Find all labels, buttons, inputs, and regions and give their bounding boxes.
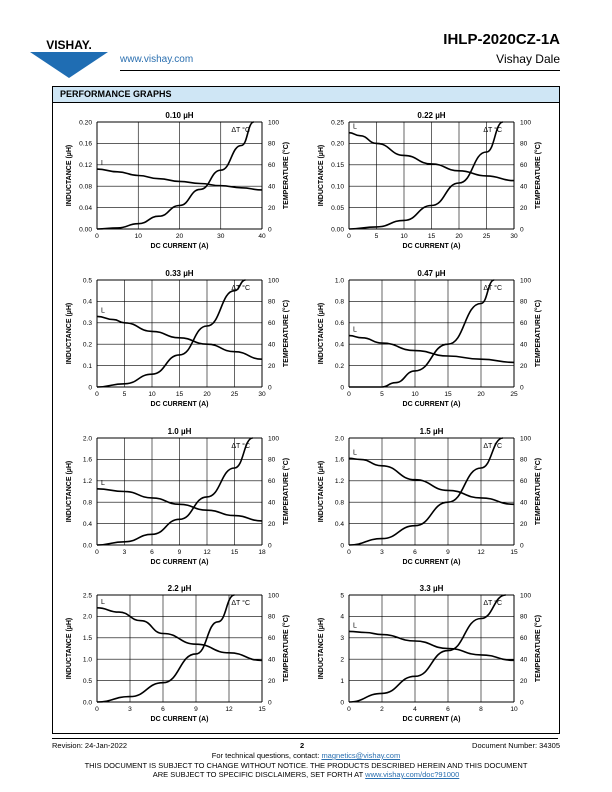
x-tick-label: 3	[128, 706, 132, 713]
inductance-series-label: L	[353, 622, 357, 630]
y2-axis-label: TEMPERATURE (°C)	[535, 141, 542, 210]
temperature-curve	[349, 595, 506, 702]
inductance-series-label: L	[353, 123, 357, 131]
disclaimer-line-1: THIS DOCUMENT IS SUBJECT TO CHANGE WITHOUT NOTICE. THE PRODUCTS DESCRIBED HEREIN AND THIS DOCUMENT	[84, 761, 528, 770]
x-tick-label: 15	[510, 549, 518, 556]
chart-5	[66, 427, 290, 566]
y-tick-label: 0.16	[79, 140, 92, 148]
y2-tick-label: 40	[520, 183, 528, 191]
y-tick-label: 2.0	[82, 435, 92, 443]
y-tick-label: 0.8	[334, 298, 344, 306]
y-tick-label: 1.6	[334, 456, 344, 464]
x-tick-label: 0	[95, 391, 99, 398]
y-tick-label: 0.20	[79, 119, 92, 127]
x-axis-label: DC CURRENT (A)	[402, 716, 461, 723]
y2-tick-label: 60	[268, 320, 276, 328]
inductance-curve	[349, 631, 514, 660]
page-number: 2	[300, 741, 305, 750]
y2-tick-label: 0	[520, 542, 524, 550]
y-tick-label: 0.2	[334, 362, 344, 370]
disclaimer-link[interactable]: www.vishay.com/doc?91000	[365, 770, 460, 779]
y-tick-label: 0.2	[82, 341, 92, 349]
y2-axis-label: TEMPERATURE (°C)	[535, 457, 542, 526]
y-tick-label: 3	[340, 635, 344, 643]
chart-title: 0.47 µH	[417, 269, 446, 278]
y-tick-label: 1.0	[334, 277, 344, 285]
y-tick-label: 0.00	[79, 226, 92, 234]
y-tick-label: 1.2	[334, 478, 344, 486]
y2-tick-label: 20	[520, 677, 528, 685]
x-tick-label: 15	[427, 233, 436, 240]
y2-tick-label: 100	[268, 277, 280, 285]
x-tick-label: 5	[122, 391, 127, 398]
y-tick-label: 0.00	[331, 226, 344, 234]
x-tick-label: 0	[347, 391, 351, 398]
y-axis-label: INDUCTANCE (µH)	[66, 144, 73, 207]
inductance-curve	[349, 458, 514, 504]
x-axis-label: DC CURRENT (A)	[402, 401, 461, 408]
y2-tick-label: 60	[520, 162, 528, 170]
chart-title: 3.3 µH	[419, 584, 444, 593]
y-tick-label: 0	[88, 384, 92, 392]
contact-line	[0, 751, 612, 760]
y-tick-label: 0.04	[79, 204, 92, 212]
y2-tick-label: 100	[268, 592, 280, 600]
y2-tick-label: 0	[520, 384, 524, 392]
y2-tick-label: 60	[520, 478, 528, 486]
contact-prefix: For technical questions, contact:	[211, 751, 322, 760]
chart-7	[66, 584, 290, 723]
y2-tick-label: 40	[268, 183, 276, 191]
x-tick-label: 0	[347, 233, 351, 240]
y2-tick-label: 0	[268, 384, 272, 392]
y2-tick-label: 100	[268, 119, 280, 127]
x-tick-label: 20	[175, 233, 184, 240]
y-tick-label: 0.10	[331, 183, 344, 191]
y-tick-label: 0.6	[334, 320, 344, 328]
y-tick-label: 1	[340, 677, 344, 685]
x-tick-label: 0	[347, 706, 351, 713]
y-tick-label: 2.0	[334, 435, 344, 443]
temperature-curve	[97, 280, 246, 387]
y-tick-label: 2.0	[82, 613, 92, 621]
y-tick-label: 0	[340, 384, 344, 392]
x-tick-label: 0	[95, 706, 99, 713]
temperature-series-label: ΔT °C	[483, 443, 502, 450]
y2-axis-label: TEMPERATURE (°C)	[535, 299, 542, 368]
chart-3	[66, 269, 290, 408]
y-tick-label: 0.4	[334, 520, 344, 528]
x-axis-label: DC CURRENT (A)	[402, 559, 461, 566]
y-axis-label: INDUCTANCE (µH)	[318, 460, 325, 523]
x-tick-label: 8	[479, 706, 483, 713]
y-axis-label: INDUCTANCE (µH)	[318, 302, 325, 365]
x-tick-label: 6	[446, 706, 450, 713]
brand-name: Vishay Dale	[496, 52, 560, 66]
x-tick-label: 9	[446, 549, 450, 556]
y-tick-label: 1.2	[82, 478, 92, 486]
y2-tick-label: 0	[520, 226, 524, 234]
temperature-series-label: ΔT °C	[231, 443, 250, 450]
x-tick-label: 6	[161, 706, 165, 713]
y-tick-label: 4	[340, 613, 344, 621]
y2-axis-label: TEMPERATURE (°C)	[283, 457, 290, 526]
temperature-series-label: ΔT °C	[483, 127, 502, 134]
inductance-series-label: L	[353, 326, 357, 334]
inductance-series-label: L	[101, 479, 105, 487]
chart-title: 1.0 µH	[167, 427, 192, 436]
x-tick-label: 3	[122, 549, 127, 556]
x-tick-label: 4	[413, 706, 417, 713]
section-title: PERFORMANCE GRAPHS	[60, 89, 172, 99]
y2-tick-label: 100	[520, 277, 532, 285]
y2-tick-label: 60	[520, 320, 528, 328]
temperature-curve	[349, 280, 494, 387]
y2-tick-label: 0	[268, 226, 272, 234]
x-tick-label: 20	[203, 391, 211, 398]
y-tick-label: 0.05	[331, 204, 344, 212]
y2-tick-label: 80	[268, 613, 276, 621]
y-tick-label: 1.5	[82, 635, 92, 643]
y-axis-label: INDUCTANCE (µH)	[318, 617, 325, 680]
y-axis-label: INDUCTANCE (µH)	[66, 302, 73, 365]
y2-tick-label: 80	[520, 456, 528, 464]
y2-tick-label: 80	[268, 298, 276, 306]
x-tick-label: 0	[95, 549, 99, 556]
y2-tick-label: 20	[520, 204, 528, 212]
y-tick-label: 0.4	[82, 520, 92, 528]
y-tick-label: 0.8	[82, 499, 92, 507]
x-axis-label: DC CURRENT (A)	[150, 401, 209, 408]
y2-tick-label: 20	[520, 520, 528, 528]
chart-2	[318, 111, 542, 250]
x-tick-label: 30	[217, 233, 225, 240]
x-tick-label: 20	[477, 391, 485, 398]
y2-tick-label: 0	[268, 542, 272, 550]
document-number: Document Number: 34305	[472, 741, 560, 750]
y2-tick-label: 40	[520, 341, 528, 349]
chart-title: 0.10 µH	[165, 111, 194, 120]
x-tick-label: 2	[380, 706, 384, 713]
x-axis-label: DC CURRENT (A)	[402, 243, 461, 250]
inductance-series-label: L	[101, 307, 105, 315]
y2-tick-label: 0	[268, 699, 272, 707]
revision-date: Revision: 24-Jan-2022	[52, 741, 128, 750]
y-tick-label: 0.15	[331, 162, 344, 170]
x-tick-label: 6	[150, 549, 154, 556]
x-tick-label: 40	[258, 233, 266, 240]
inductance-curve	[97, 608, 262, 661]
chart-title: 0.33 µH	[165, 269, 194, 278]
y2-tick-label: 60	[268, 635, 276, 643]
temperature-series-label: ΔT °C	[483, 285, 502, 292]
x-tick-label: 30	[510, 233, 518, 240]
y2-tick-label: 40	[520, 499, 528, 507]
x-tick-label: 20	[455, 233, 463, 240]
y2-tick-label: 80	[520, 613, 528, 621]
x-axis-label: DC CURRENT (A)	[150, 716, 209, 723]
y-tick-label: 0	[340, 542, 344, 550]
x-tick-label: 9	[177, 549, 182, 556]
contact-email-link[interactable]: magnetics@vishay.com	[321, 751, 401, 760]
x-tick-label: 10	[148, 391, 156, 398]
x-tick-label: 12	[225, 706, 233, 713]
chart-1	[66, 111, 290, 250]
x-tick-label: 10	[411, 391, 419, 398]
y2-tick-label: 80	[520, 298, 528, 306]
y-tick-label: 0.3	[82, 320, 92, 328]
x-tick-label: 0	[95, 233, 99, 240]
y2-tick-label: 40	[268, 656, 276, 664]
x-tick-label: 18	[258, 549, 266, 556]
y-tick-label: 1.0	[82, 656, 92, 664]
x-tick-label: 15	[444, 391, 452, 398]
x-tick-label: 15	[230, 549, 239, 556]
y-tick-label: 0.4	[82, 298, 92, 306]
x-tick-label: 9	[194, 706, 198, 713]
y-tick-label: 0.5	[82, 277, 92, 285]
y-tick-label: 0.0	[82, 542, 92, 550]
x-tick-label: 10	[400, 233, 408, 240]
y2-tick-label: 100	[520, 435, 532, 443]
y2-tick-label: 60	[268, 478, 276, 486]
y2-tick-label: 80	[520, 140, 528, 148]
x-tick-label: 5	[374, 233, 379, 240]
temperature-series-label: ΔT °C	[483, 600, 502, 607]
y2-tick-label: 40	[520, 656, 528, 664]
y-tick-label: 0.20	[331, 140, 344, 148]
y2-tick-label: 0	[520, 699, 524, 707]
x-tick-label: 3	[380, 549, 384, 556]
y-tick-label: 0.0	[82, 699, 92, 707]
inductance-series-label: L	[101, 598, 105, 606]
y2-tick-label: 60	[268, 162, 276, 170]
x-tick-label: 30	[258, 391, 266, 398]
y-tick-label: 0.12	[79, 162, 92, 170]
y2-tick-label: 20	[268, 362, 276, 370]
y2-tick-label: 80	[268, 456, 276, 464]
y-axis-label: INDUCTANCE (µH)	[318, 144, 325, 207]
x-tick-label: 15	[175, 391, 184, 398]
y-tick-label: 0.1	[82, 362, 92, 370]
inductance-series-label: L	[101, 160, 105, 168]
x-tick-label: 12	[203, 549, 211, 556]
disclaimer-prefix: ARE SUBJECT TO SPECIFIC DISCLAIMERS, SET FORTH AT	[152, 770, 366, 779]
x-tick-label: 5	[380, 391, 384, 398]
x-axis-label: DC CURRENT (A)	[150, 243, 209, 250]
y2-tick-label: 80	[268, 140, 276, 148]
y-tick-label: 0.4	[334, 341, 344, 349]
y-tick-label: 0.5	[82, 677, 92, 685]
y2-tick-label: 20	[268, 677, 276, 685]
y2-tick-label: 100	[520, 592, 532, 600]
x-tick-label: 25	[510, 391, 518, 398]
y2-tick-label: 100	[268, 435, 280, 443]
y2-axis-label: TEMPERATURE (°C)	[283, 614, 290, 683]
x-tick-label: 0	[347, 549, 351, 556]
chart-title: 0.22 µH	[417, 111, 446, 120]
chart-4	[318, 269, 542, 408]
y-tick-label: 0	[340, 699, 344, 707]
x-tick-label: 6	[413, 549, 417, 556]
temperature-series-label: ΔT °C	[231, 127, 250, 134]
temperature-curve	[97, 122, 254, 229]
temperature-curve	[349, 438, 503, 545]
y2-tick-label: 40	[268, 499, 276, 507]
y-axis-label: INDUCTANCE (µH)	[66, 617, 73, 680]
inductance-series-label: L	[353, 449, 357, 457]
x-tick-label: 12	[477, 549, 485, 556]
website-link[interactable]: www.vishay.com	[120, 54, 194, 65]
x-tick-label: 25	[230, 391, 239, 398]
x-tick-label: 10	[134, 233, 142, 240]
temperature-series-label: ΔT °C	[231, 285, 250, 292]
y2-tick-label: 100	[520, 119, 532, 127]
y2-axis-label: TEMPERATURE (°C)	[535, 614, 542, 683]
y-tick-label: 2.5	[82, 592, 92, 600]
x-tick-label: 10	[510, 706, 518, 713]
chart-6	[318, 427, 542, 566]
y2-tick-label: 20	[520, 362, 528, 370]
x-tick-label: 15	[258, 706, 266, 713]
y2-tick-label: 20	[268, 520, 276, 528]
y-tick-label: 0.25	[331, 119, 344, 127]
chart-8	[318, 584, 542, 723]
temperature-series-label: ΔT °C	[231, 600, 250, 607]
y2-tick-label: 60	[520, 635, 528, 643]
y2-axis-label: TEMPERATURE (°C)	[283, 299, 290, 368]
part-number-title: IHLP-2020CZ-1A	[443, 31, 560, 48]
y-axis-label: INDUCTANCE (µH)	[66, 460, 73, 523]
chart-title: 1.5 µH	[419, 427, 444, 436]
x-tick-label: 25	[482, 233, 491, 240]
logo-text: VISHAY.	[46, 38, 92, 52]
y-tick-label: 1.6	[82, 456, 92, 464]
y2-tick-label: 40	[268, 341, 276, 349]
y2-tick-label: 20	[268, 204, 276, 212]
y-tick-label: 0.8	[334, 499, 344, 507]
chart-title: 2.2 µH	[167, 584, 192, 593]
y-tick-label: 2	[340, 656, 344, 664]
footer-rule	[52, 738, 558, 739]
y2-axis-label: TEMPERATURE (°C)	[283, 141, 290, 210]
y-tick-label: 5	[340, 592, 344, 600]
y-tick-label: 0.08	[79, 183, 92, 191]
disclaimer-line-2	[0, 770, 612, 779]
x-axis-label: DC CURRENT (A)	[150, 559, 209, 566]
